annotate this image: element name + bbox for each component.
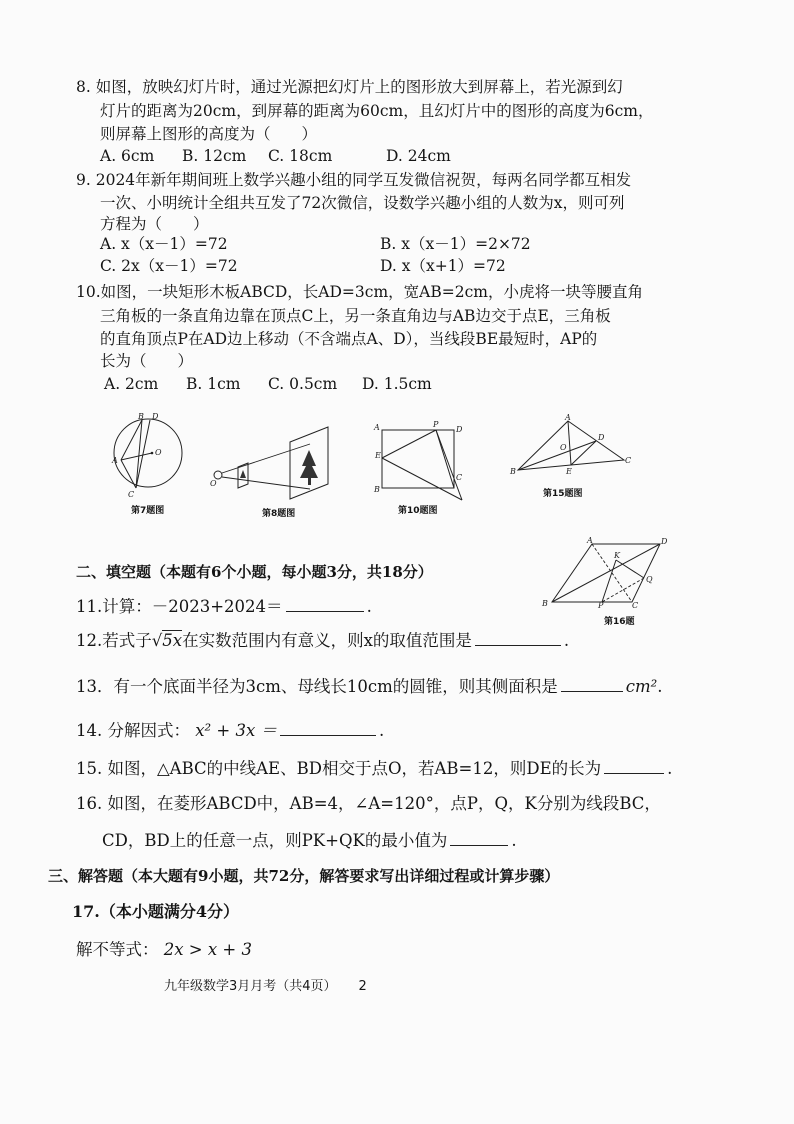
fig7-label-o: O: [155, 448, 162, 457]
fig16-label-q: Q: [646, 575, 653, 584]
fig7-caption: 第7题图: [131, 506, 165, 516]
figure-16: [538, 538, 670, 608]
q15-text: 15. 如图，△ABC的中线AE、BD相交于点O，若AB=12，则DE的长为: [76, 759, 602, 778]
q16-blank[interactable]: [450, 830, 508, 846]
q10-line2: 三角板的一条直角边靠在顶点C上，另一条直角边与AB边交于点E，三角板: [100, 307, 611, 325]
q9-option-a: A. x（x－1）=72: [100, 235, 228, 253]
q8-option-d: D. 24cm: [386, 147, 451, 165]
q10-option-d: D. 1.5cm: [362, 375, 432, 393]
fig10-label-c: C: [456, 473, 463, 482]
fig16-label-p: P: [598, 601, 604, 610]
question-11: 11.计算：－2023+2024＝ .: [76, 597, 372, 616]
q9-option-c: C. 2x（x－1）=72: [100, 257, 238, 275]
fig15-caption: 第15题图: [543, 489, 583, 499]
fig16-label-a: A: [587, 536, 593, 545]
figure-10: [374, 420, 466, 502]
fig8-caption: 第8题图: [262, 509, 296, 519]
footer-label: 九年级数学3月月考（共4页）: [164, 979, 337, 994]
fig7-label-d: D: [152, 412, 159, 421]
q11-text: 11.计算：－2023+2024＝: [76, 597, 283, 616]
figure-8: [210, 426, 340, 506]
q9-option-b: B. x（x－1）=2×72: [380, 235, 531, 253]
q17-text: 解不等式：: [76, 940, 159, 959]
q13-text: 13．有一个底面半径为3cm、母线长10cm的圆锥，则其侧面积是: [76, 677, 558, 696]
q10-option-b: B. 1cm: [186, 375, 241, 393]
q12-blank[interactable]: [475, 630, 561, 646]
page-footer: [164, 975, 389, 994]
q8-option-c: C. 18cm: [268, 147, 333, 165]
q14-expr: x² + 3x ＝: [195, 721, 278, 740]
fig10-label-b: B: [374, 485, 380, 494]
fig16-label-b: B: [542, 599, 548, 608]
question-16-line2: CD，BD上的任意一点，则PK+QK的最小值为 .: [102, 831, 517, 850]
fig10-label-d: D: [456, 425, 463, 434]
q13-unit: cm²: [625, 677, 658, 696]
question-12: 12.若式子√5x在实数范围内有意义，则x的取值范围是 .: [76, 631, 570, 650]
section-3-title: 三、解答题（本大题有9小题，共72分，解答要求写出详细过程或计算步骤）: [48, 867, 560, 885]
q9-line3: 方程为（ ）: [100, 215, 209, 233]
fig16-label-k: K: [614, 551, 620, 560]
page-number: 2: [358, 979, 367, 994]
q9-option-d: D. x（x+1）=72: [380, 257, 506, 275]
q11-blank[interactable]: [286, 596, 364, 612]
fig16-caption: 第16题: [604, 617, 635, 627]
q17-expr: 2x > x + 3: [163, 940, 252, 959]
q10-line4: 长为（ ）: [100, 352, 194, 370]
fig16-label-c: C: [632, 601, 639, 610]
q14-text: 14. 分解因式：: [76, 721, 190, 740]
question-16-line1: 16. 如图，在菱形ABCD中，AB=4，∠A=120°，点P，Q，K分别为线段BC，: [76, 794, 661, 813]
fig15-label-a: A: [565, 413, 571, 422]
q10-option-a: A. 2cm: [104, 375, 159, 393]
q8-option-b: B. 12cm: [182, 147, 247, 165]
fig15-label-b: B: [510, 467, 516, 476]
question-15: 15. 如图，△ABC的中线AE、BD相交于点O，若AB=12，则DE的长为 .: [76, 759, 673, 778]
fig16-label-d: D: [661, 537, 668, 546]
figure-15: [508, 414, 630, 476]
question-13: 13．有一个底面半径为3cm、母线长10cm的圆锥，则其侧面积是 cm².: [76, 677, 663, 696]
fig15-label-d: D: [598, 433, 605, 442]
fig8-label-o: O: [210, 479, 217, 488]
fig15-label-o: O: [560, 443, 567, 452]
q8-option-a: A. 6cm: [100, 147, 155, 165]
q12-text-a: 12.若式子: [76, 631, 152, 650]
q16-text: CD，BD上的任意一点，则PK+QK的最小值为: [102, 831, 448, 850]
fig7-label-b: B: [138, 412, 144, 421]
q13-blank[interactable]: [561, 676, 623, 692]
fig7-label-a: A: [112, 456, 118, 465]
q10-option-c: C. 0.5cm: [268, 375, 338, 393]
section-2-title: 二、填空题（本题有6个小题，每小题3分，共18分）: [76, 563, 433, 581]
fig15-label-e: E: [566, 467, 572, 476]
q8-line1: 8. 如图，放映幻灯片时，通过光源把幻灯片上的图形放大到屏幕上，若光源到幻: [76, 78, 623, 96]
fig10-label-a: A: [374, 423, 380, 432]
q15-blank[interactable]: [604, 758, 664, 774]
figure-7: [108, 408, 188, 498]
question-17: [76, 940, 252, 960]
q17-title: 17.（本小题满分4分）: [72, 902, 239, 921]
q8-line2: 灯片的距离为20cm，到屏幕的距离为60cm，且幻灯片中的图形的高度为6cm，: [100, 102, 654, 120]
q12-radicand: 5x: [162, 631, 183, 650]
q9-line2: 一次、小明统计全组共互发了72次微信，设数学兴趣小组的人数为x，则可列: [100, 194, 625, 212]
fig10-label-p: P: [433, 420, 439, 429]
q10-line3: 的直角顶点P在AD边上移动（不含端点A、D），当线段BE最短时，AP的: [100, 330, 598, 348]
q8-line3: 则屏幕上图形的高度为（ ）: [100, 125, 318, 143]
fig10-caption: 第10题图: [398, 506, 438, 516]
fig10-label-e: E: [375, 451, 381, 460]
fig15-label-c: C: [625, 456, 632, 465]
q10-line1: 10.如图，一块矩形木板ABCD，长AD=3cm，宽AB=2cm，小虎将一块等腰直角: [76, 283, 643, 301]
q12-text-b: 在实数范围内有意义，则x的取值范围是: [182, 631, 472, 650]
fig7-label-c: C: [128, 490, 135, 499]
question-14: 14. 分解因式： x² + 3x ＝ .: [76, 721, 385, 740]
q14-blank[interactable]: [280, 720, 376, 736]
q9-line1: 9. 2024年新年期间班上数学兴趣小组的同学互发微信祝贺，每两名同学都互相发: [76, 171, 632, 189]
